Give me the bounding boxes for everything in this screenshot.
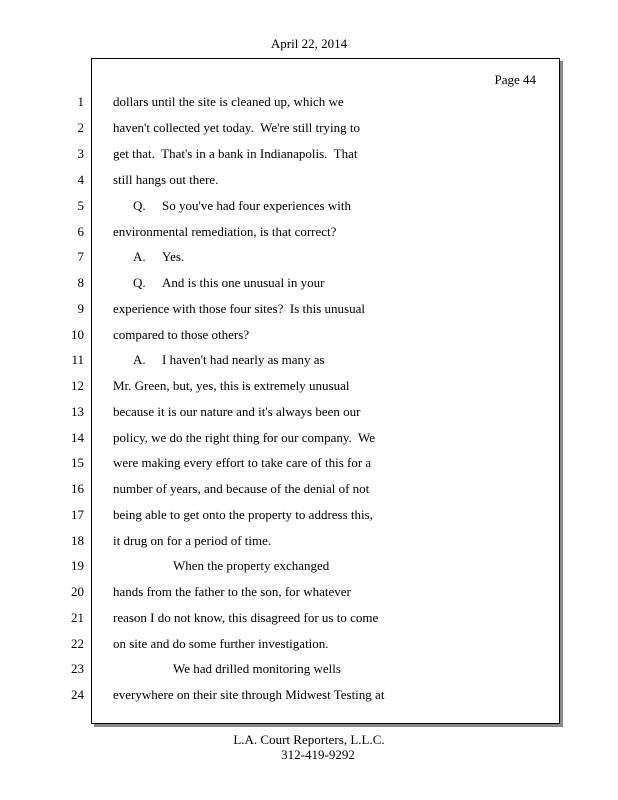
transcript-line bbox=[0, 196, 600, 216]
line-number: 16 bbox=[71, 481, 84, 496]
line-text bbox=[113, 273, 325, 293]
transcript-line bbox=[0, 376, 600, 396]
line-text: environmental remediation, is that correct? bbox=[113, 224, 337, 239]
line-number: 11 bbox=[71, 352, 84, 367]
line-text: When the property exchanged bbox=[173, 558, 330, 573]
line-text: on site and do some further investigation. bbox=[113, 636, 329, 651]
line-body: I haven't had nearly as many as bbox=[162, 352, 325, 367]
line-body: So you've had four experiences with bbox=[162, 198, 351, 213]
transcript-line bbox=[0, 118, 600, 138]
line-text: experience with those four sites? Is this unusual bbox=[113, 301, 365, 316]
line-number: 1 bbox=[77, 94, 84, 109]
line-number: 9 bbox=[77, 301, 84, 316]
line-number: 3 bbox=[77, 146, 84, 161]
transcript-line bbox=[0, 170, 600, 190]
line-text: dollars until the site is cleaned up, which we bbox=[113, 94, 344, 109]
line-number: 13 bbox=[71, 404, 84, 419]
transcript-line bbox=[0, 92, 600, 112]
transcript-line bbox=[0, 299, 600, 319]
transcript-line bbox=[0, 582, 600, 602]
line-text: Mr. Green, but, yes, this is extremely unusual bbox=[113, 378, 350, 393]
footer-phone: 312-419-9292 bbox=[281, 747, 355, 762]
line-number: 24 bbox=[71, 687, 84, 702]
line-text bbox=[113, 350, 325, 370]
line-text: hands from the father to the son, for whatever bbox=[113, 584, 351, 599]
line-text: because it is our nature and it's always been our bbox=[113, 404, 361, 419]
transcript-line bbox=[0, 505, 600, 525]
line-text: it drug on for a period of time. bbox=[113, 533, 272, 548]
line-number: 23 bbox=[71, 661, 84, 676]
line-number: 20 bbox=[71, 584, 84, 599]
line-number: 8 bbox=[77, 275, 84, 290]
line-number: 19 bbox=[71, 558, 84, 573]
transcript-line bbox=[0, 659, 600, 679]
transcript-line bbox=[0, 479, 600, 499]
line-text: We had drilled monitoring wells bbox=[173, 661, 341, 676]
speaker-marker: A. bbox=[133, 249, 146, 264]
line-number: 10 bbox=[71, 327, 84, 342]
transcript-line bbox=[0, 350, 600, 370]
line-number: 5 bbox=[77, 198, 84, 213]
transcript-line bbox=[0, 453, 600, 473]
line-number: 22 bbox=[71, 636, 84, 651]
transcript-line bbox=[0, 685, 600, 705]
line-number: 6 bbox=[77, 224, 84, 239]
line-text: get that. That's in a bank in Indianapolis. That bbox=[113, 146, 358, 161]
line-text: everywhere on their site through Midwest Testing at bbox=[113, 687, 385, 702]
transcript-line bbox=[0, 273, 600, 293]
line-text: number of years, and because of the denial of not bbox=[113, 481, 370, 496]
header-date: April 22, 2014 bbox=[270, 36, 348, 51]
line-text bbox=[113, 196, 351, 216]
line-body: And is this one unusual in your bbox=[162, 275, 325, 290]
transcript-line bbox=[0, 531, 600, 551]
line-body: Yes. bbox=[162, 249, 185, 264]
speaker-marker: Q. bbox=[133, 275, 146, 290]
line-number: 7 bbox=[77, 249, 84, 264]
line-text: still hangs out there. bbox=[113, 172, 219, 187]
transcript-line bbox=[0, 556, 600, 576]
line-text: being able to get onto the property to address this, bbox=[113, 507, 373, 522]
transcript-line bbox=[0, 325, 600, 345]
line-text: haven't collected yet today. We're still trying to bbox=[113, 120, 360, 135]
line-number: 15 bbox=[71, 455, 84, 470]
transcript-line bbox=[0, 247, 600, 267]
transcript-line bbox=[0, 402, 600, 422]
transcript-line bbox=[0, 428, 600, 448]
line-number: 14 bbox=[71, 430, 84, 445]
footer-company: L.A. Court Reporters, L.L.C. bbox=[233, 732, 385, 747]
line-number: 17 bbox=[71, 507, 84, 522]
line-text: compared to those others? bbox=[113, 327, 250, 342]
line-text: were making every effort to take care of this for a bbox=[113, 455, 372, 470]
line-number: 12 bbox=[71, 378, 84, 393]
line-number: 18 bbox=[71, 533, 84, 548]
line-text: reason I do not know, this disagreed for us to come bbox=[113, 610, 379, 625]
line-number: 4 bbox=[77, 172, 84, 187]
line-text bbox=[113, 247, 184, 267]
transcript-line bbox=[0, 144, 600, 164]
line-number: 2 bbox=[77, 120, 84, 135]
transcript-line bbox=[0, 222, 600, 242]
line-number: 21 bbox=[71, 610, 84, 625]
speaker-marker: Q. bbox=[133, 198, 146, 213]
page-label: Page 44 bbox=[494, 72, 536, 87]
line-text: policy, we do the right thing for our company. We bbox=[113, 430, 376, 445]
transcript-line bbox=[0, 634, 600, 654]
transcript-line bbox=[0, 608, 600, 628]
speaker-marker: A. bbox=[133, 352, 146, 367]
